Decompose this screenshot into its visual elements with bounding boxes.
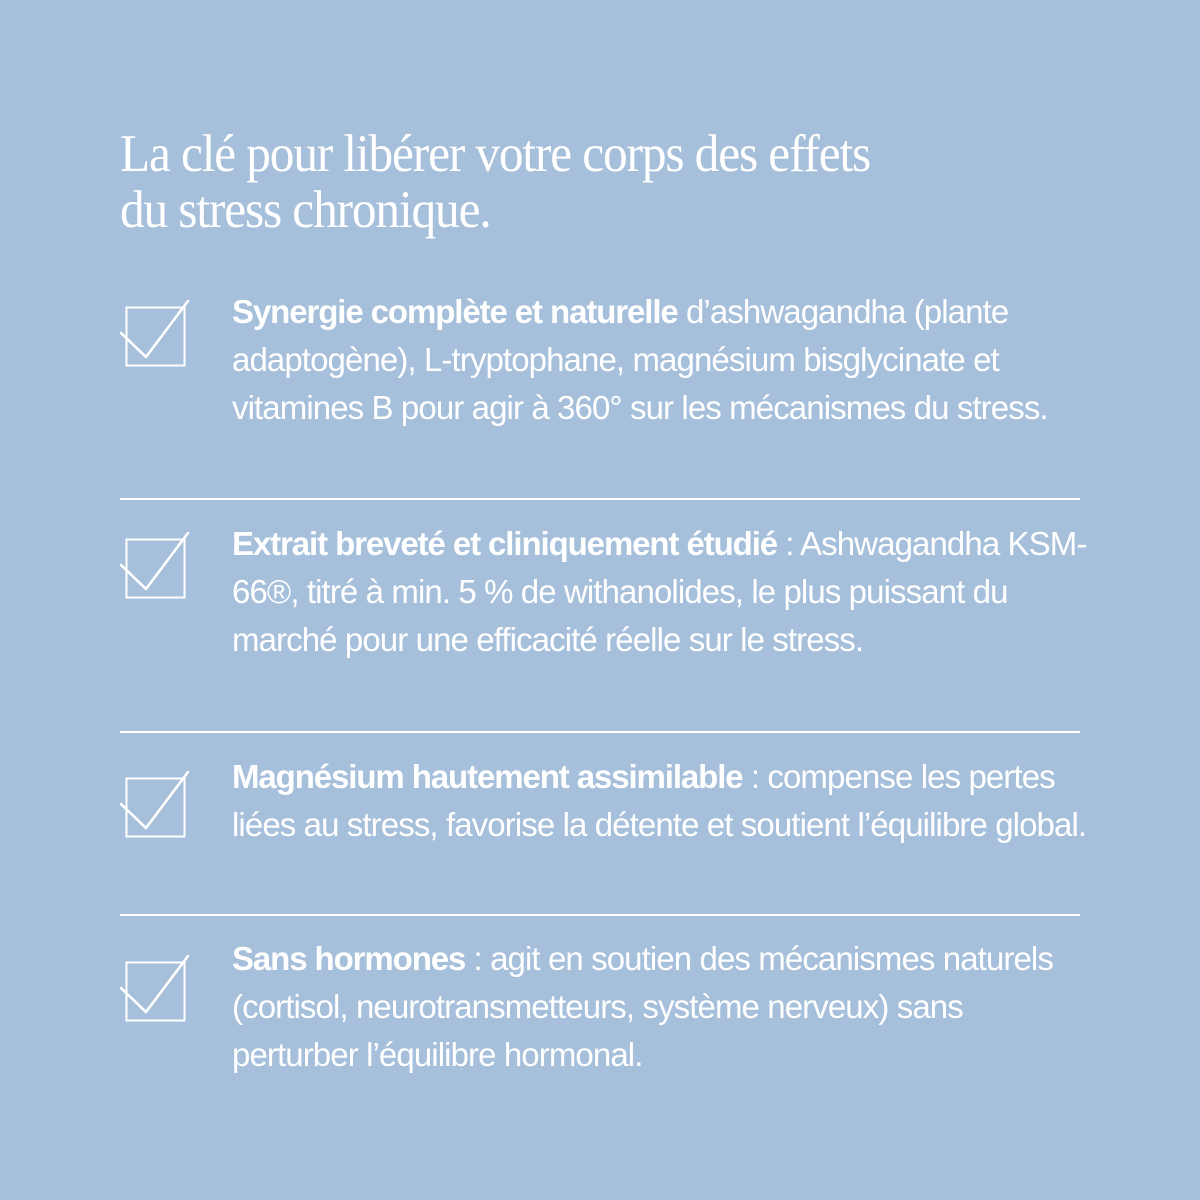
benefit-text-3 [232, 753, 1092, 849]
benefit-title-1: Synergie complète et naturelle [232, 293, 678, 330]
benefit-text-2 [232, 520, 1092, 664]
checkbox-checked-icon [120, 300, 192, 372]
benefit-description-3: : compense les pertes liées au stress, favorise la détente et soutient l’équilibre global. [232, 758, 1087, 843]
benefit-description-4: : agit en soutien des mécanismes naturels (cortisol, neurotransmetteurs, système nerveux) sans perturber l’équilibre hormonal. [232, 940, 1053, 1073]
headline-line-1: La clé pour libérer votre corps des effets [120, 125, 871, 183]
benefit-text-4 [232, 935, 1092, 1079]
headline-line-2: du stress chronique. [120, 181, 491, 239]
benefit-description-1: d’ashwagandha (plante adaptogène), L-tryptophane, magnésium bisglycinate et vitamines B pour agir à 360° sur les mécanismes du stress. [232, 293, 1048, 426]
headline [120, 126, 1031, 238]
benefit-title-4: Sans hormones [232, 940, 466, 977]
benefit-description-2: : Ashwagandha KSM-66®, titré à min. 5 % de withanolides, le plus puissant du marché pour une efficacité réelle sur le stress. [232, 525, 1087, 658]
checkbox-checked-icon [120, 955, 192, 1027]
checkbox-checked-icon [120, 771, 192, 843]
divider-2 [120, 731, 1080, 733]
benefit-title-2: Extrait breveté et cliniquement étudié [232, 525, 778, 562]
benefit-title-3: Magnésium hautement assimilable [232, 758, 743, 795]
benefit-text-1 [232, 288, 1092, 432]
checkbox-checked-icon [120, 532, 192, 604]
divider-3 [120, 914, 1080, 916]
divider-1 [120, 498, 1080, 500]
